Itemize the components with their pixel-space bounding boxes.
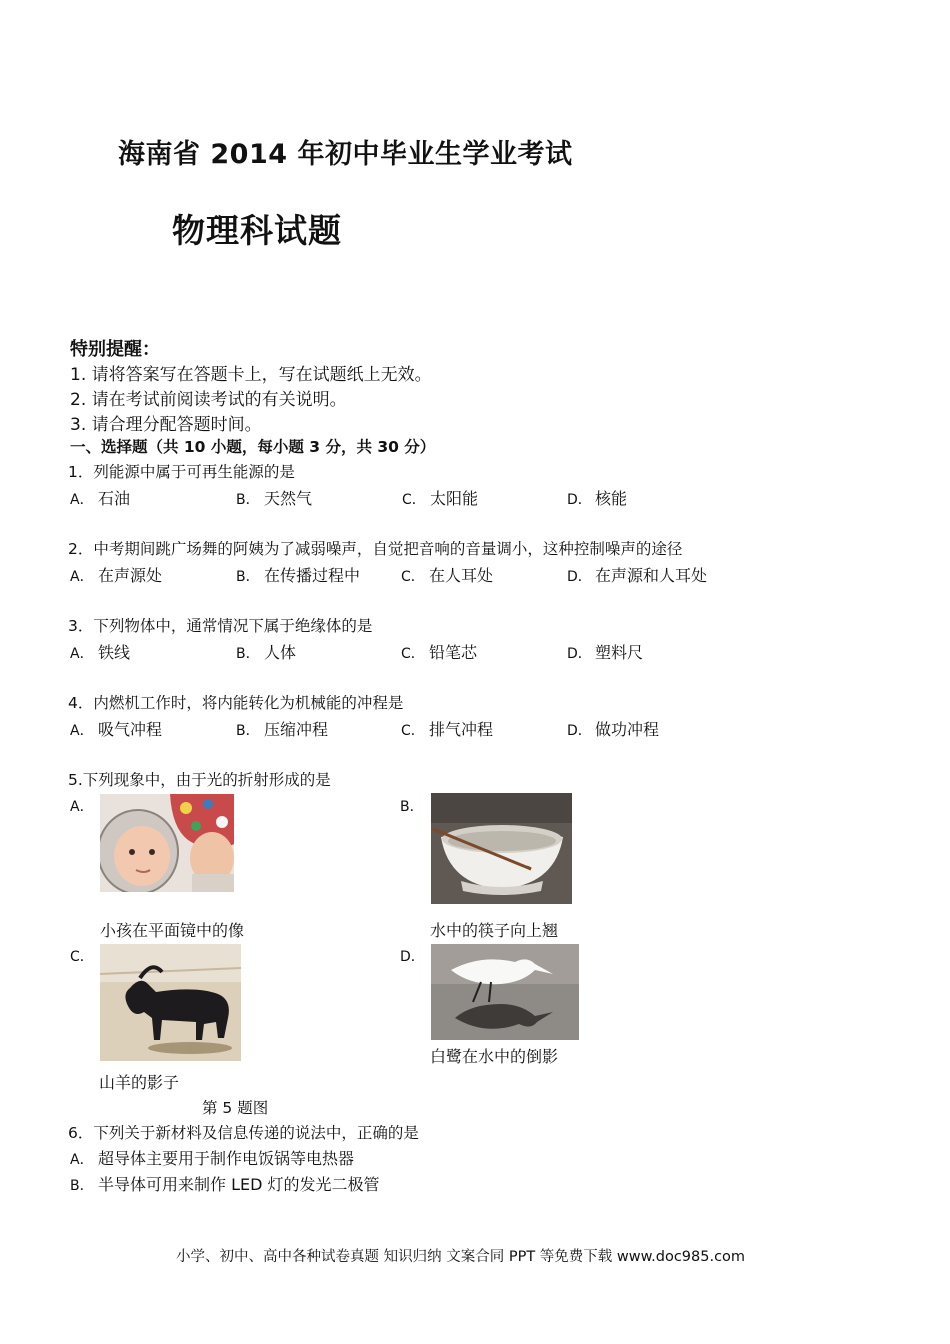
question-6-stem: 6．下列关于新材料及信息传递的说法中，正确的是 [68, 1124, 419, 1142]
option-text: 吸气冲程 [98, 720, 163, 739]
option-text: 人体 [264, 643, 297, 662]
q5-option-d-letter: D． [400, 949, 425, 965]
option-letter: B． [236, 569, 260, 585]
egret-reflection-photo [431, 944, 579, 1040]
option-letter: C． [401, 646, 425, 662]
reminder-item: 3. 请合理分配答题时间。 [70, 415, 262, 435]
option-text: 石油 [98, 489, 131, 508]
option-letter: A． [70, 569, 94, 585]
q4-option-b [236, 717, 328, 740]
option-text: 超导体主要用于制作电饭锅等电热器 [98, 1149, 355, 1168]
option-text: 铁线 [98, 643, 131, 662]
option-letter: D． [567, 569, 592, 585]
q5-option-c-caption: 山羊的影子 [99, 1073, 180, 1092]
option-letter: B． [70, 1178, 94, 1194]
option-letter: A． [70, 723, 94, 739]
option-text: 在人耳处 [429, 566, 494, 585]
q3-option-c [401, 640, 477, 663]
reminder-item: 1. 请将答案写在答题卡上，写在试题纸上无效。 [70, 365, 432, 385]
option-text: 压缩冲程 [264, 720, 329, 739]
option-text: 天然气 [264, 489, 313, 508]
exam-title: 海南省 2014 年初中毕业生学业考试 [118, 139, 573, 170]
section-heading: 一、选择题（共 10 小题，每小题 3 分，共 30 分） [70, 438, 436, 456]
bowl-chopstick-photo [431, 793, 572, 904]
question-5-stem: 5.下列现象中，由于光的折射形成的是 [68, 771, 331, 789]
option-letter: D． [567, 723, 592, 739]
option-letter: C． [401, 723, 425, 739]
q1-option-d [567, 486, 627, 509]
option-text: 排气冲程 [429, 720, 494, 739]
option-text: 半导体可用来制作 LED 灯的发光二极管 [98, 1175, 380, 1194]
option-letter: D． [567, 646, 592, 662]
q4-option-a [70, 717, 162, 740]
option-letter: B． [236, 723, 260, 739]
q5-option-b-letter: B． [400, 799, 424, 815]
option-letter: D． [567, 492, 592, 508]
question-4-stem: 4．内燃机工作时，将内能转化为机械能的冲程是 [68, 694, 404, 712]
option-text: 做功冲程 [595, 720, 660, 739]
reminder-item: 2. 请在考试前阅读考试的有关说明。 [70, 390, 347, 410]
option-text: 在声源处 [98, 566, 163, 585]
option-text: 塑料尺 [595, 643, 644, 662]
q3-option-b [236, 640, 296, 663]
figure-label: 第 5 题图 [202, 1099, 269, 1117]
q4-option-c [401, 717, 493, 740]
q1-option-b [236, 486, 312, 509]
q5-option-a-letter: A． [70, 799, 94, 815]
page-footer: 小学、初中、高中各种试卷真题 知识归纳 文案合同 PPT 等免费下载 www.doc985.com [176, 1249, 746, 1265]
q2-option-c [401, 563, 493, 586]
q5-option-d-caption: 白鹭在水中的倒影 [430, 1047, 559, 1066]
q5-option-b-caption: 水中的筷子向上翘 [430, 921, 559, 940]
q1-option-c [402, 486, 478, 509]
q6-option-b [70, 1172, 380, 1195]
q5-option-a-caption: 小孩在平面镜中的像 [100, 921, 245, 940]
q3-option-d [567, 640, 643, 663]
option-letter: C． [402, 492, 426, 508]
option-text: 太阳能 [430, 489, 479, 508]
option-letter: B． [236, 492, 260, 508]
reminder-heading: 特别提醒： [70, 339, 160, 360]
question-3-stem: 3．下列物体中，通常情况下属于绝缘体的是 [68, 617, 373, 635]
option-text: 核能 [595, 489, 628, 508]
exam-subtitle: 物理科试题 [172, 211, 342, 250]
option-text: 在声源和人耳处 [595, 566, 708, 585]
q6-option-a [70, 1146, 354, 1169]
question-2-stem: 2．中考期间跳广场舞的阿姨为了减弱噪声，自觉把音响的音量调小，这种控制噪声的途径 [68, 540, 683, 558]
option-letter: A． [70, 1152, 94, 1168]
goat-shadow-photo [100, 944, 241, 1061]
q4-option-d [567, 717, 659, 740]
option-letter: A． [70, 646, 94, 662]
q5-option-c-letter: C． [70, 949, 94, 965]
option-letter: A． [70, 492, 94, 508]
child-mirror-photo [100, 794, 234, 892]
q2-option-b [236, 563, 360, 586]
q3-option-a [70, 640, 130, 663]
question-1-stem: 1．列能源中属于可再生能源的是 [68, 463, 295, 481]
q2-option-d [567, 563, 707, 586]
q1-option-a [70, 486, 130, 509]
option-letter: C． [401, 569, 425, 585]
option-text: 铅笔芯 [429, 643, 478, 662]
option-letter: B． [236, 646, 260, 662]
option-text: 在传播过程中 [264, 566, 361, 585]
q2-option-a [70, 563, 162, 586]
